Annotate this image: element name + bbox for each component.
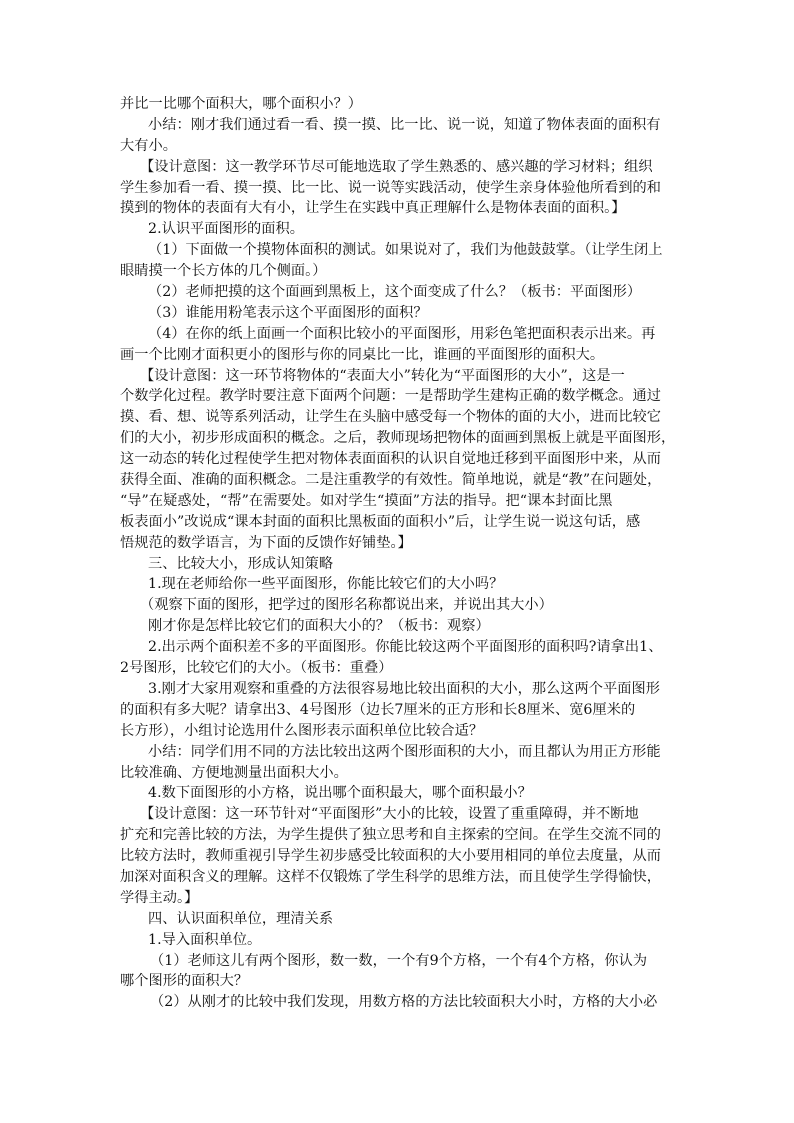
text-line: 4.数下面图形的小方格，说出哪个面积最大，哪个面积最小？ — [148, 785, 532, 802]
text-line: （2）从刚才的比较中我们发现，用数方格的方法比较面积大小时，方格的大小必 — [150, 994, 658, 1011]
text-line: （观察下面的图形，把学过的图形名称都说出来，并说出其大小） — [140, 597, 553, 614]
text-line: 比较方法时，教师重视引导学生初步感受比较面积的大小要用相同的单位去度量，从而 — [120, 848, 662, 865]
text-line: 板表面小”改说成“课本封面的面积比黑板面的面积小”后，让学生说一说这句话，感 — [120, 513, 641, 530]
text-line: 扩充和完善比较的方法，为学生提供了独立思考和自主探索的空间。在学生交流不同的 — [120, 827, 662, 844]
text-line: 这一动态的转化过程使学生把对物体表面面积的认识自觉地迁移到平面图形中来，从而 — [120, 451, 662, 468]
text-line: 们的大小，初步形成面积的概念。之后，教师现场把物体的面画到黑板上就是平面图形， — [120, 430, 676, 447]
document-page — [120, 94, 680, 1013]
text-line: 【设计意图：这一环节针对“平面图形”大小的比较，设置了重重障碍，并不断地 — [140, 806, 639, 823]
text-line: （2）老师把摸的这个面画到黑板上，这个面变成了什么？（板书：平面图形） — [148, 284, 642, 301]
text-line: 【设计意图：这一教学环节尽可能地选取了学生熟悉的、感兴趣的学习材料；组织 — [140, 158, 653, 175]
text-line: 的面积有多大呢？请拿出3、4号图形（边长7厘米的正方形和长8厘米、宽6厘米的 — [120, 701, 636, 718]
text-line: 长方形），小组讨论选用什么图形表示面积单位比较合适？ — [120, 722, 484, 739]
text-line: （4）在你的纸上面画一个面积比较小的平面图形，用彩色笔把面积表示出来。再 — [148, 325, 656, 342]
text-line: （3）谁能用粉笔表示这个平面图形的面积？ — [148, 304, 428, 321]
text-line: （1）下面做一个摸物体面积的测试。如果说对了，我们为他鼓鼓掌。（让学生闭上 — [148, 242, 663, 259]
text-line: 大有小。 — [120, 137, 177, 154]
text-line: 获得全面、准确的面积概念。二是注重教学的有效性。简单地说，就是“教”在问题处， — [120, 472, 662, 489]
text-line: 小结：刚才我们通过看一看、摸一摸、比一比、说一说，知道了物体表面的面积有 — [148, 116, 661, 133]
text-line: 学生参加看一看、摸一摸、比一比、说一说等实践活动，使学生亲身体验他所看到的和 — [120, 179, 662, 196]
text-line: 2.出示两个面积差不多的平面图形。你能比较这两个平面图形的面积吗?请拿出1、 — [148, 639, 663, 656]
section-heading: 三、比较大小，形成认知策略 — [148, 555, 334, 572]
text-line: （1）老师这儿有两个图形，数一数，一个有9个方格，一个有4个方格，你认为 — [150, 952, 648, 969]
text-line: “导”在疑惑处，“帮”在需要处。如对学生“摸面”方法的指导。把“课本封面比黑 — [120, 492, 613, 509]
text-line: 3.刚才大家用观察和重叠的方法很容易地比较出面积的大小，那么这两个平面图形 — [148, 680, 660, 697]
text-line: 比较准确、方便地测量出面积大小。 — [120, 764, 348, 781]
text-line: 画一个比刚才面积更小的图形与你的同桌比一比，谁画的平面图形的面积大。 — [120, 346, 605, 363]
section-heading: 四、认识面积单位，理清关系 — [148, 910, 334, 927]
text-line: 摸、看、想、说等系列活动，让学生在头脑中感受每一个物体的面的大小，进而比较它 — [120, 409, 662, 426]
text-line: 2号图形，比较它们的大小。（板书：重叠） — [120, 660, 393, 677]
text-line: 1.现在老师给你一些平面图形，你能比较它们的大小吗？ — [148, 576, 504, 593]
text-line: 学得主动。】 — [120, 889, 199, 906]
text-line: 悟规范的数学语言，为下面的反馈作好铺垫。】 — [120, 534, 412, 551]
text-line: 哪个图形的面积大？ — [120, 973, 249, 990]
text-line: 1.导入面积单位。 — [148, 931, 262, 948]
text-line: 刚才你是怎样比较它们的面积大小的？（板书：观察） — [148, 618, 490, 635]
text-line: 个数学化过程。教学时要注意下面两个问题：一是帮助学生建构正确的数学概念。通过 — [120, 388, 662, 405]
text-line: 加深对面积含义的理解。这样不仅锻炼了学生科学的思维方法，而且使学生学得愉快， — [120, 868, 662, 885]
text-line: 摸到的物体的表面有大有小，让学生在实践中真正理解什么是物体表面的面积。】 — [120, 200, 626, 217]
text-line: 眼睛摸一个长方体的几个侧面。） — [120, 263, 327, 280]
text-line: 并比一比哪个面积大，哪个面积小？） — [120, 96, 363, 112]
section-heading: 2.认识平面图形的面积。 — [148, 221, 305, 238]
text-line: 小结：同学们用不同的方法比较出这两个图形面积的大小，而且都认为用正方形能 — [148, 743, 661, 760]
text-line: 【设计意图：这一环节将物体的“表面大小”转化为“平面图形的大小”，这是一 — [140, 367, 625, 384]
